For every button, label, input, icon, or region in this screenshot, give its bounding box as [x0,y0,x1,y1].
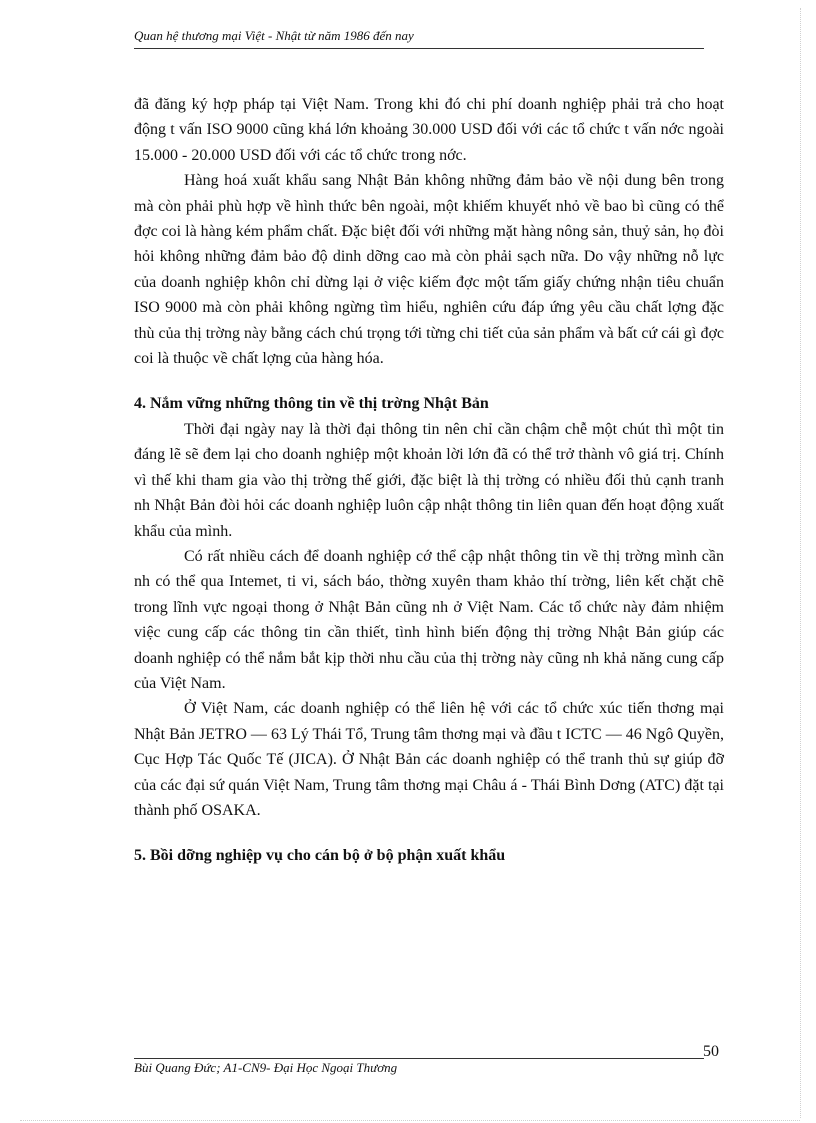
section-heading-5: 5. Bồi dỡng nghiệp vụ cho cán bộ ở bộ phận xuất khẩu [134,847,506,865]
page-footer: Bùi Quang Đức; A1-CN9- Đại Học Ngoại Thương [134,1060,398,1075]
document-body [134,92,724,869]
page-header: Quan hệ thương mại Việt - Nhật từ năm 1986 đến nay [134,28,704,49]
page-edge-right [800,8,801,1118]
paragraph-information-sources: Có rất nhiều cách để doanh nghiệp cớ thể cập nhật thông tin về thị trờng mình cần nh có thể qua Intemet, ti vi, sách báo, thờng xuyên tham khảo thí trờng, liên kết chặt chẽ trong lĩnh vực ngoại thong ở Nhật Bản cũng nh ở Việt Nam. Các tổ chức này đảm nhiệm việc cung cấp các thông tin cần thiết, tình hình biến động thị trờng Nhật Bản giúp các doanh nghiệp có thể nắm bắt kịp thời nhu cầu của thị trờng này cũng nh khả năng cung cấp của Việt Nam. [134,547,724,692]
paragraph-continuation: đã đăng ký hợp pháp tại Việt Nam. Trong khi đó chi phí doanh nghiệp phải trả cho hoạt động t vấn ISO 9000 cũng khá lớn khoảng 30.000 USD đối với các tổ chức t vấn nớc ngoài 15.000 - 20.000 USD đối với các tổ chức trong nớc. [134,96,724,164]
page-edge-bottom [20,1120,800,1121]
paragraph-quality-requirements: Hàng hoá xuất khẩu sang Nhật Bản không những đảm bảo về nội dung bên trong mà còn phải phù hợp về hình thức bên ngoài, một khiếm khuyết nhỏ về bao bì cũng có thể đợc coi là hàng kém phẩm chất. Đặc biệt đối với những mặt hàng nông sản, thuỷ sản, họ đòi hỏi không những đảm bảo độ dinh dỡng cao mà còn phải sạch nữa. Do vậy những nỗ lực của doanh nghiệp khôn chỉ dừng lại ở việc kiếm đợc một tấm giấy chứng nhận tiêu chuẩn ISO 9000 mà còn phải không ngừng tìm hiểu, nghiên cứu đáp ứng yêu cầu chất lợng đặc thù của thị trờng này bằng cách chú trọng tới từng chi tiết của sản phẩm và bất cứ cái gì đợc coi là thuộc về chất lợng của hàng hóa. [134,172,724,368]
section-heading-4: 4. Nắm vững những thông tin về thị trờng Nhật Bản [134,395,489,413]
footer-divider [134,1058,704,1059]
paragraph-information-age: Thời đại ngày nay là thời đại thông tin nên chỉ cần chậm chễ một chút thì một tin đáng lẽ sẽ đem lại cho doanh nghiệp một khoản lời lớn đã có thể trở thành vô giá trị. Chính vì thế khi tham gia vào thị trờng thế giới, đặc biệt là thị trờng có nhiều đối thủ cạnh tranh nh Nhật Bản đòi hỏi các doanh nghiệp luôn cập nhật thông tin liên quan đến hoạt động xuất khẩu của mình. [134,420,724,540]
page-number: 50 [703,1043,719,1060]
paragraph-organizations: Ở Việt Nam, các doanh nghiệp có thể liên hệ với các tổ chức xúc tiến thơng mại Nhật Bản JETRO — 63 Lý Thái Tổ, Trung tâm thơng mại và đầu t ICTC — 46 Ngô Quyền, Cục Hợp Tác Quốc Tế (JICA). Ở Nhật Bản các doanh nghiệp có thể tranh thủ sự giúp đỡ của các đại sứ quán Việt Nam, Trung tâm thơng mại Châu á - Thái Bình Dơng (ATC) đặt tại thành phố OSAKA. [134,700,724,819]
